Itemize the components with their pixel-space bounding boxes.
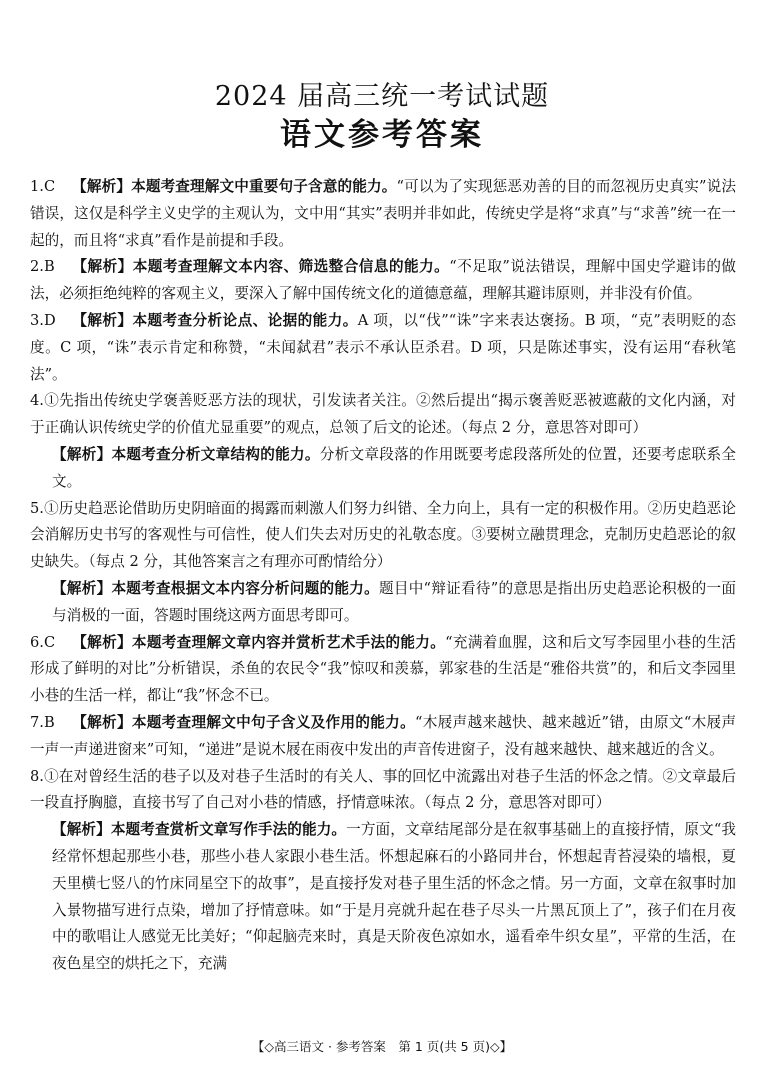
answer-text: ①先指出传统史学褒善贬恶方法的现状，引发读者关注。②然后提出“揭示褒善贬恶被遮蔽的文化内涵，对于正确认识传统史学的价值尤显重要”的观点，总领了后文的论述。（每点 2 分，意思答对即可） [30,392,736,437]
page-title: 2024 届高三统一考试试题 [214,81,550,112]
question-number: 3. [30,311,44,329]
question-7 [30,710,736,764]
analysis-tag: 【解析】本题考查根据文本内容分析问题的能力。 [52,579,379,597]
footer-text: 高三语文 · 参考答案 第 1 页(共 5 页) [274,1039,490,1054]
analysis-text: 题目中“辩证看待”的意思是指出历史趋恶论积极的一面与消极的一面，答题时围绕这两方面思考即可。 [52,579,736,624]
answer-choice: B [43,713,55,731]
answer-text: ①在对曾经生活的巷子以及对巷子生活时的有关人、事的回忆中流露出对巷子生活的怀念之情。②文章最后一段直抒胸臆，直接书写了自己对小巷的情感，抒情意味浓。（每点 2 分，意思答对即可） [30,767,736,812]
page-subtitle: 语文参考答案 [280,117,484,153]
question-number: 1. [30,178,44,195]
analysis-tag: 【解析】本题考查理解文本内容、筛选整合信息的能力。 [71,258,450,276]
analysis-text: 分析文章段落的作用既要考虑段落所处的位置，还要考虑联系全文。 [52,445,736,490]
analysis-text: “可以为了实现惩恶劝善的目的而忽视历史真实”说法错误，这仅是科学主义史学的主观认为，文中用“其实”表明并非如此，传统史学是将“求真”与“求善”统一在一起的，而且将“求真”看作是前提和手段。 [30,178,736,249]
question-number: 2. [30,258,44,276]
footer-bracket-right: 】 [499,1039,513,1054]
analysis-text: “充满着血腥，这和后文写李园里小巷的生活形成了鲜明的对比”分析错误，杀鱼的农民令“我”惊叹和羡慕，郭家巷的生活是“雅俗共赏”的，和后文李园里小巷的生活一样，都让“我”怀念不已。 [30,633,736,705]
answer-choice: B [43,258,55,276]
analysis-block [30,817,736,978]
page-footer [0,1038,764,1056]
analysis-tag: 【解析】本题考查理解文中重要句子含意的能力。 [71,178,397,195]
question-number: 4. [30,392,44,410]
answer-list [30,174,736,978]
question-6 [30,630,736,710]
question-3 [30,308,736,388]
analysis-text: “木屐声越来越快、越来越近”错，由原文“木屐声一声一声递进窗来”可知，“递进”是说木屐在雨夜中发出的声音传进窗子，没有越来越快、越来越近的含义。 [30,713,736,758]
answer-text: ①历史趋恶论借助历史阴暗面的揭露而刺激人们努力纠错、全力向上，具有一定的积极作用。②历史趋恶论会消解历史书写的客观性与可信性，使人们失去对历史的礼敬态度。③要树立融贯理念，克制历史趋恶论的叙史缺失。（每点 2 分，其他答案言之有理亦可酌情给分） [30,499,736,571]
analysis-tag: 【解析】本题考查理解文章内容并赏析艺术手法的能力。 [71,633,446,651]
diamond-icon: ◇ [264,1039,274,1054]
question-number: 6. [30,633,44,651]
question-5 [30,496,736,630]
analysis-block [30,576,736,630]
footer-bracket-left: 【 [251,1039,265,1054]
question-1 [30,174,736,254]
analysis-tag: 【解析】本题考查分析文章结构的能力。 [52,445,320,463]
question-number: 5. [30,499,44,517]
analysis-tag: 【解析】本题考查理解文中句子含义及作用的能力。 [71,713,415,731]
analysis-text: “不足取”说法错误，理解中国史学避讳的做法，必须拒绝纯粹的客观主义，要深入了解中国传统文化的道德意蕴，理解其避讳原则，并非没有价值。 [30,258,736,303]
question-4 [30,388,736,495]
question-2 [30,254,736,308]
analysis-text: A 项，以“伐”“诛”字来表达褒扬。B 项，“克”表明贬的态度。C 项，“诛”表示肯定和称赞，“未闻弑君”表示不承认臣杀君。D 项，只是陈述事实，没有运用“春秋笔法”。 [30,311,736,383]
question-number: 8. [30,767,44,785]
answer-choice: C [43,178,56,195]
analysis-tag: 【解析】本题考查赏析文章写作手法的能力。 [52,821,347,839]
analysis-tag: 【解析】本题考查分析论点、论据的能力。 [71,311,358,329]
answer-choice: D [43,311,56,329]
diamond-icon: ◇ [489,1039,500,1054]
answer-choice: C [43,633,56,651]
analysis-text: 一方面，文章结尾部分是在叙事基础上的直接抒情，原文“我经常怀想起那些小巷，那些小巷人家跟小巷生活。怀想起麻石的小路同井台，怀想起青苔浸染的墙根，夏天里横七竖八的竹床同星空下的故事”，是直接抒发对巷子里生活的怀念之情。另一方面，文章在叙事时加入景物描写进行点染，增加了抒情意味。如“于是月亮就升起在巷子尽头一片黑瓦顶上了”，孩子们在月夜中的歌唱让人感觉无比美好；“仰起脑壳来时，真是天阶夜色凉如水，遥看牵牛织女星”，平常的生活，在夜色星空的烘托之下，充满 [52,821,736,973]
analysis-block [30,442,736,496]
question-8 [30,764,736,978]
question-number: 7. [30,713,44,731]
